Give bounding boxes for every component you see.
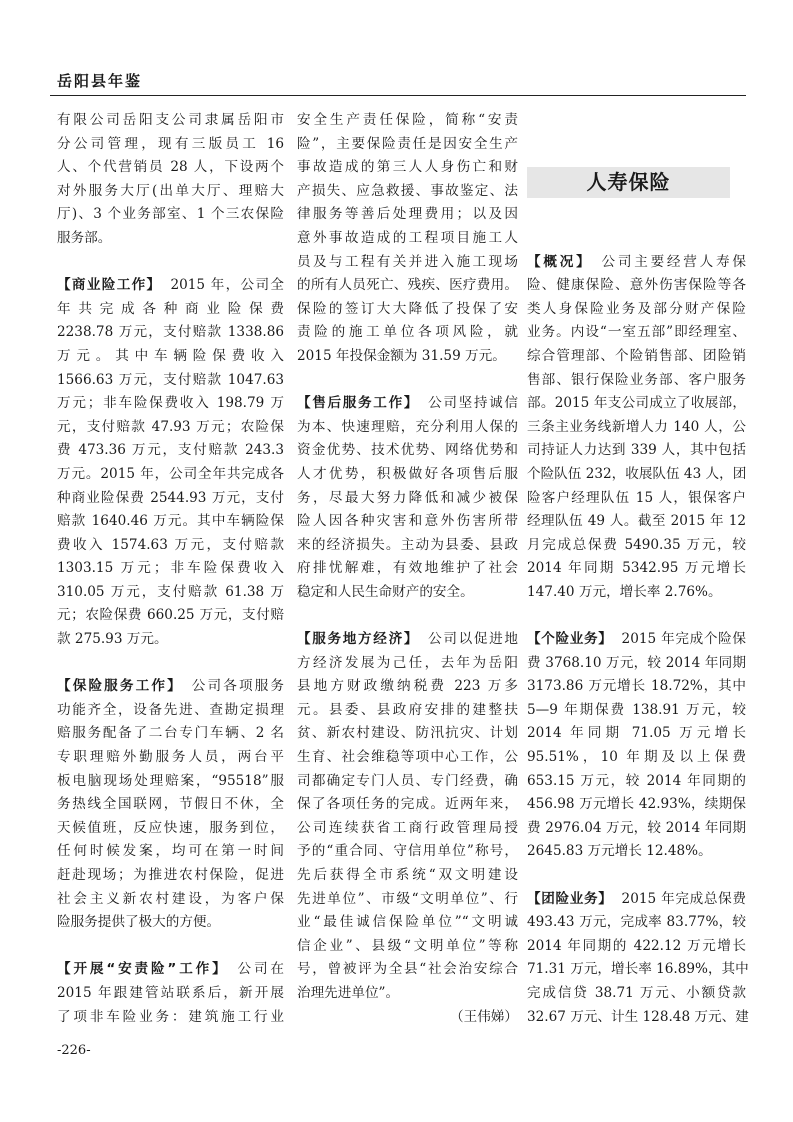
text-line bbox=[57, 793, 284, 817]
line-text: 资金优势、技术优势、网络优势和 bbox=[297, 442, 518, 459]
text-line bbox=[527, 935, 746, 959]
column-3 bbox=[527, 109, 749, 1029]
line-text: 2014 年同期的 422.12 万元增长 bbox=[527, 937, 746, 954]
text-line bbox=[57, 770, 284, 794]
line-text: 治理先进单位”。 bbox=[297, 984, 400, 1001]
text-line bbox=[57, 581, 284, 605]
line-text: 95.51%，10 年期及以上保费 bbox=[527, 749, 746, 766]
text-line bbox=[57, 416, 284, 440]
line-text: 为本、快速理赔，充分利用人保的 bbox=[297, 418, 518, 435]
line-text: 险人因各种灾害和意外伤害所带 bbox=[297, 513, 518, 530]
text-line bbox=[527, 416, 746, 440]
line-text: 有限公司岳阳支公司隶属岳阳市 bbox=[57, 112, 284, 128]
line-text: 年共完成各种商业险保费 bbox=[57, 300, 284, 317]
text-line bbox=[527, 581, 746, 605]
section-heading: 【售后服务工作】 bbox=[297, 395, 420, 412]
text-line bbox=[527, 911, 746, 935]
line-text: 县地方财政缴纳税费 223 万多 bbox=[297, 678, 518, 695]
line-text: 天候值班，反应快速，服务到位， bbox=[57, 819, 284, 836]
paragraph-gap bbox=[297, 604, 518, 628]
section-heading: 【概况】 bbox=[527, 253, 593, 270]
line-text: 费 473.36 万元，支付赔款 243.3 bbox=[57, 442, 284, 459]
line-text: 务热线全国联网，节假日不休，全 bbox=[57, 796, 284, 813]
text-line bbox=[297, 840, 518, 864]
line-text: 险、健康保险、意外伤害保险等各 bbox=[527, 277, 746, 294]
text-line bbox=[297, 675, 518, 699]
paragraph-gap bbox=[57, 251, 284, 275]
line-text: 赔服务配备了二台专门车辆、2 名 bbox=[57, 725, 284, 742]
line-text: 公司各项服务 bbox=[191, 678, 285, 695]
text-line bbox=[57, 133, 284, 157]
paragraph-gap bbox=[527, 864, 746, 888]
blank-line bbox=[527, 109, 746, 133]
text-line bbox=[297, 392, 518, 416]
line-text: 意外事故造成的工程项目施工人 bbox=[297, 229, 518, 246]
text-line bbox=[297, 722, 518, 746]
line-text: 公司坚持诚信 bbox=[428, 395, 519, 412]
text-line bbox=[57, 817, 284, 841]
text-line bbox=[527, 722, 746, 746]
line-text: 2014 年同期 5342.95 万元增长 bbox=[527, 560, 746, 577]
line-text: 专职理赔外勤服务人员，两台平 bbox=[57, 749, 284, 766]
line-text: 信企业”、县级“文明单位”等称 bbox=[297, 937, 518, 954]
line-text: 完成信贷 38.71 万元、小额贷款 bbox=[527, 984, 746, 1001]
line-text: 安全生产责任保险，简称“安责 bbox=[297, 112, 518, 128]
text-line bbox=[297, 463, 518, 487]
text-line bbox=[57, 888, 284, 912]
line-text: 653.15 万元，较 2014 年同期的 bbox=[527, 772, 746, 789]
paragraph-gap bbox=[297, 369, 518, 393]
line-text: 部。2015 年支公司成立了收展部， bbox=[527, 395, 746, 412]
line-text: 对外服务大厅(出单大厅、理赔大 bbox=[57, 182, 284, 199]
line-text: 险”，主要保险责任是因安全生产 bbox=[297, 135, 518, 152]
line-text: 员及与工程有关并进入施工现场 bbox=[297, 253, 518, 270]
text-line bbox=[57, 699, 284, 723]
text-line bbox=[527, 298, 746, 322]
text-line bbox=[527, 1006, 749, 1030]
line-text: 保险的签订大大降低了投保了安 bbox=[297, 300, 518, 317]
text-line bbox=[527, 274, 746, 298]
text-line bbox=[297, 534, 518, 558]
text-line bbox=[527, 487, 746, 511]
text-line bbox=[57, 274, 284, 298]
line-text: 生育、社会维稳等项中心工作，公 bbox=[297, 749, 518, 766]
line-text: 了项非车险业务：建筑施工行业 bbox=[57, 1008, 284, 1025]
text-line bbox=[57, 864, 284, 888]
line-text: 147.40 万元，增长率 2.76%。 bbox=[527, 583, 722, 600]
line-text: 个险队伍 232，收展队伍 43 人，团 bbox=[527, 465, 747, 482]
text-line bbox=[57, 487, 284, 511]
text-line bbox=[57, 156, 284, 180]
line-text: 款 275.93 万元。 bbox=[57, 631, 168, 648]
line-text: 元；农险保费 660.25 万元，支付赔 bbox=[57, 607, 284, 624]
line-text: 费收入 1574.63 万元，支付赔款 bbox=[57, 536, 284, 553]
line-text: 人才优势，积极做好各项售后服 bbox=[297, 465, 518, 482]
line-text: 贫、新农村建设、防汛抗灾、计划 bbox=[297, 725, 518, 742]
line-text: 任何时候发案，均可在第一时间 bbox=[57, 843, 284, 860]
blank-line bbox=[527, 133, 746, 157]
line-text: 产损失、应急救援、事故鉴定、法 bbox=[297, 182, 518, 199]
column-1 bbox=[57, 109, 284, 1029]
line-text: 先进单位”、市级“文明单位”、行 bbox=[297, 890, 518, 907]
text-line bbox=[297, 770, 518, 794]
text-line bbox=[527, 628, 746, 652]
text-line bbox=[57, 510, 284, 534]
line-text: 司持证人力达到 339 人，其中包括 bbox=[527, 442, 746, 459]
text-line bbox=[527, 557, 746, 581]
line-text: 元，支付赔款 47.93 万元；农险保 bbox=[57, 418, 284, 435]
text-line bbox=[297, 203, 518, 227]
line-text: 事故造成的第三人人身伤亡和财 bbox=[297, 159, 518, 176]
text-line bbox=[527, 699, 746, 723]
line-text: 2015 年完成总保费 bbox=[621, 890, 747, 907]
text-line bbox=[57, 1006, 284, 1030]
line-text: 2015 年投保金额为 31.59 万元。 bbox=[297, 347, 506, 364]
text-line bbox=[527, 840, 746, 864]
section-heading: 【保险服务工作】 bbox=[57, 678, 183, 695]
paragraph-gap bbox=[527, 604, 746, 628]
line-text: 公司以促进地 bbox=[428, 631, 519, 648]
text-line bbox=[57, 557, 284, 581]
line-text: 万元。2015 年，公司全年共完成各 bbox=[57, 465, 284, 482]
text-line bbox=[527, 392, 746, 416]
line-text: 人、个代营销员 28 人，下设两个 bbox=[57, 159, 284, 176]
text-line bbox=[297, 935, 518, 959]
text-line bbox=[297, 911, 518, 935]
text-line bbox=[527, 746, 746, 770]
text-line bbox=[297, 557, 518, 581]
text-line bbox=[297, 652, 518, 676]
line-text: 71.31 万元，增长率 16.89%，其中 bbox=[527, 961, 749, 978]
line-text: 1566.63 万元，支付赔款 1047.63 bbox=[57, 371, 284, 388]
paragraph-gap bbox=[57, 935, 284, 959]
line-text: 公司主要经营人寿保 bbox=[601, 253, 746, 270]
line-text: 经理队伍 49 人。截至 2015 年 12 bbox=[527, 513, 746, 530]
line-text: 2645.83 万元增长 12.48%。 bbox=[527, 843, 712, 860]
line-text: 赔款 1640.46 万元。其中车辆险保 bbox=[57, 513, 284, 530]
line-text: 2015 年，公司全 bbox=[170, 277, 285, 294]
line-text: 公司在 bbox=[237, 961, 285, 978]
line-text: 律服务等善后处理费用；以及因 bbox=[297, 206, 518, 223]
blank-line bbox=[527, 203, 746, 227]
text-line bbox=[57, 840, 284, 864]
author-signature: （王伟娣） bbox=[450, 1008, 518, 1025]
text-line bbox=[297, 345, 518, 369]
line-text: 社会主义新农村建设，为客户保 bbox=[57, 890, 284, 907]
text-line bbox=[527, 982, 746, 1006]
line-text: 务，尽最大努力降低和减少被保 bbox=[297, 489, 518, 506]
line-text: 3173.86 万元增长 18.72%，其中 bbox=[527, 678, 746, 695]
text-line bbox=[527, 251, 746, 275]
text-line bbox=[57, 534, 284, 558]
line-text: 三条主业务线新增人力 140 人，公 bbox=[527, 418, 746, 435]
text-line bbox=[297, 251, 518, 275]
text-line bbox=[57, 203, 284, 227]
line-text: 予的“重合同、守信用单位”称号， bbox=[297, 843, 518, 860]
text-line bbox=[527, 369, 746, 393]
line-text: 费 2976.04 万元，较 2014 年同期 bbox=[527, 819, 746, 836]
text-line bbox=[527, 534, 746, 558]
text-line bbox=[297, 487, 518, 511]
page-number: -226- bbox=[57, 1043, 91, 1058]
blank-line bbox=[527, 227, 746, 251]
text-line bbox=[297, 133, 518, 157]
line-text: 保了各项任务的完成。近两年来， bbox=[297, 796, 518, 813]
line-text: 责险的施工单位各项风险，就 bbox=[297, 324, 518, 341]
section-heading: 【开展“安责险”工作】 bbox=[57, 961, 229, 978]
text-line bbox=[527, 770, 746, 794]
line-text: 号，曾被评为全县“社会治安综合 bbox=[297, 961, 518, 978]
line-text: 先后获得全市系统“双文明建设 bbox=[297, 867, 518, 883]
text-line bbox=[297, 180, 518, 204]
line-text: 险服务提供了极大的方便。 bbox=[57, 914, 221, 931]
text-line bbox=[527, 439, 746, 463]
line-text: 分公司管理，现有三版员工 16 bbox=[57, 135, 284, 152]
line-text: 司都确定专门人员、专门经费，确 bbox=[297, 772, 518, 789]
text-line bbox=[57, 439, 284, 463]
line-text: 2014 年同期 71.05 万元增长 bbox=[527, 725, 746, 742]
text-line bbox=[297, 156, 518, 180]
line-text: 种商业险保费 2544.93 万元，支付 bbox=[57, 489, 284, 506]
line-text: 万元。其中车辆险保费收入 bbox=[57, 347, 284, 364]
line-text: 32.67 万元、计生 128.48 万元、建 bbox=[527, 1008, 749, 1025]
text-line bbox=[57, 982, 284, 1006]
line-text: 服务部。 bbox=[57, 229, 112, 246]
line-text: 万元；非车险保费收入 198.79 万 bbox=[57, 395, 284, 412]
text-line bbox=[297, 864, 518, 888]
paragraph-gap bbox=[57, 652, 284, 676]
section-title-life-insurance: 人寿保险 bbox=[527, 167, 730, 198]
text-line bbox=[527, 652, 746, 676]
text-line bbox=[57, 911, 284, 935]
text-line bbox=[297, 628, 518, 652]
text-line bbox=[57, 298, 284, 322]
text-line bbox=[297, 227, 518, 251]
text-line bbox=[57, 369, 284, 393]
line-text: 府排忧解难，有效地维护了社会 bbox=[297, 560, 518, 577]
text-line bbox=[527, 793, 746, 817]
line-text: 费 3768.10 万元，较 2014 年同期 bbox=[527, 654, 746, 671]
text-line bbox=[57, 109, 284, 133]
text-line bbox=[527, 958, 749, 982]
line-text: 售部、银行保险业务部、客户服务 bbox=[527, 371, 746, 388]
line-text: 元。县委、县政府安排的建整扶 bbox=[297, 701, 518, 718]
line-text: 2238.78 万元，支付赔款 1338.86 bbox=[57, 324, 284, 341]
text-line bbox=[57, 628, 284, 652]
text-line bbox=[297, 439, 518, 463]
text-line bbox=[57, 746, 284, 770]
text-line bbox=[297, 416, 518, 440]
line-text: 2015 年完成个险保 bbox=[621, 631, 747, 648]
text-line bbox=[57, 463, 284, 487]
text-line bbox=[297, 817, 518, 841]
line-text: 综合管理部、个险销售部、团险销 bbox=[527, 347, 746, 364]
text-line bbox=[527, 888, 746, 912]
line-text: 功能齐全，设备先进、查勘定损理 bbox=[57, 701, 284, 718]
text-line bbox=[297, 699, 518, 723]
text-line bbox=[527, 510, 746, 534]
line-text: 456.98 万元增长 42.93%，续期保 bbox=[527, 796, 746, 813]
text-line bbox=[527, 817, 746, 841]
text-line bbox=[57, 722, 284, 746]
text-line bbox=[297, 982, 518, 1006]
text-line bbox=[57, 392, 284, 416]
line-text: 厅)、3 个业务部室、1 个三农保险 bbox=[57, 206, 284, 223]
line-text: 险客户经理队伍 15 人，银保客户 bbox=[527, 489, 746, 506]
section-heading: 【服务地方经济】 bbox=[297, 631, 420, 648]
text-line bbox=[57, 180, 284, 204]
line-text: 业务。内设“一室五部”即经理室、 bbox=[527, 324, 746, 341]
line-text: 月完成总保费 5490.35 万元，较 bbox=[527, 536, 746, 553]
text-line bbox=[297, 510, 518, 534]
text-line bbox=[57, 227, 284, 251]
text-line bbox=[297, 581, 518, 605]
text-line bbox=[57, 958, 284, 982]
line-text: 业“最佳诚信保险单位”“文明诚 bbox=[297, 914, 518, 931]
line-text: 310.05 万元，支付赔款 61.38 万 bbox=[57, 583, 284, 600]
text-line bbox=[297, 109, 518, 133]
line-text: 来的经济损失。主动为县委、县政 bbox=[297, 536, 518, 553]
line-text: 方经济发展为己任，去年为岳阳 bbox=[297, 654, 518, 671]
text-line bbox=[57, 604, 284, 628]
text-line bbox=[527, 675, 746, 699]
text-line bbox=[297, 298, 518, 322]
text-line bbox=[297, 746, 518, 770]
text-line bbox=[297, 274, 518, 298]
column-2 bbox=[297, 109, 518, 1029]
line-text: 板电脑现场处理赔案，“95518”服 bbox=[57, 772, 284, 789]
text-line bbox=[297, 958, 518, 982]
section-heading: 【商业险工作】 bbox=[57, 277, 162, 294]
line-text: 1303.15 万元；非车险保费收入 bbox=[57, 560, 284, 577]
line-text: 2015 年跟建管站联系后，新开展 bbox=[57, 984, 284, 1001]
text-line bbox=[527, 321, 746, 345]
section-heading: 【个险业务】 bbox=[527, 631, 613, 648]
yearbook-header-title: 岳阳县年鉴 bbox=[57, 72, 143, 90]
text-line bbox=[527, 345, 746, 369]
line-text: 稳定和人民生命财产的安全。 bbox=[297, 583, 474, 600]
line-text: 5—9 年期保费 138.91 万元，较 bbox=[527, 701, 746, 718]
text-line bbox=[297, 888, 518, 912]
line-text: 493.43 万元，完成率 83.77%，较 bbox=[527, 914, 746, 931]
text-line bbox=[527, 463, 746, 487]
text-line bbox=[57, 675, 284, 699]
header-rule bbox=[50, 95, 746, 96]
line-text: 类人身保险业务及部分财产保险 bbox=[527, 300, 746, 317]
text-line bbox=[57, 345, 284, 369]
text-line bbox=[297, 793, 518, 817]
section-heading: 【团险业务】 bbox=[527, 890, 613, 907]
line-text: 的所有人员死亡、残疾、医疗费用。 bbox=[297, 277, 518, 294]
text-line bbox=[57, 321, 284, 345]
text-line bbox=[297, 321, 518, 345]
line-text: 公司连续获省工商行政管理局授 bbox=[297, 819, 518, 836]
line-text: 赶赴现场；为推进农村保险，促进 bbox=[57, 867, 284, 883]
